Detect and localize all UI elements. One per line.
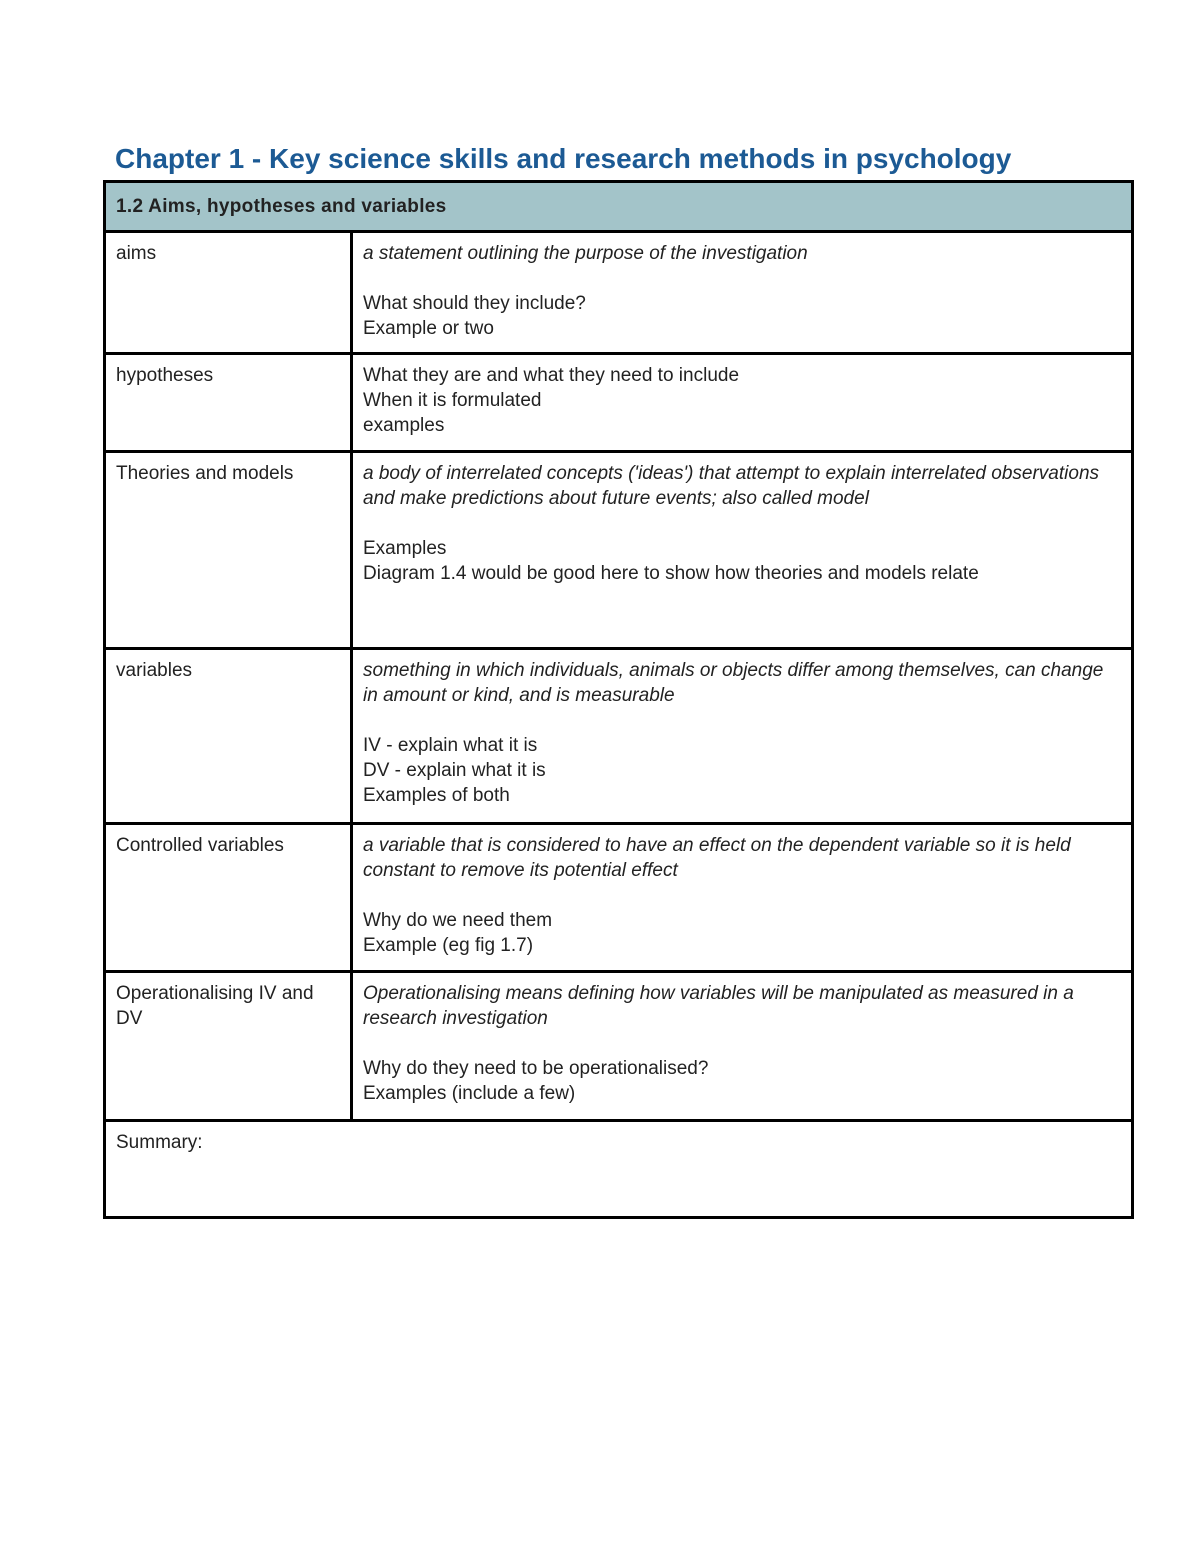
description-cell [352, 824, 1133, 972]
summary-label: Summary: [105, 1121, 1133, 1218]
note-line: DV - explain what it is [363, 760, 546, 781]
table-row [105, 824, 1133, 972]
note-line: examples [363, 415, 445, 436]
note-line: Why do they need to be operationalised? [363, 1058, 709, 1079]
description-cell [352, 452, 1133, 649]
note-line: Example or two [363, 318, 494, 339]
note-line: IV - explain what it is [363, 735, 538, 756]
note-line: Example (eg fig 1.7) [363, 935, 534, 956]
definition-text: a body of interrelated concepts ('ideas') that attempt to explain interrelated observations and make predictions about future events; also called model [363, 463, 1100, 509]
description-cell [352, 232, 1133, 354]
table-row [105, 354, 1133, 452]
note-line: When it is formulated [363, 390, 542, 411]
definition-text: Operationalising means defining how variables will be manipulated as measured in a research investigation [363, 983, 1074, 1029]
note-line: Examples of both [363, 785, 510, 806]
term-cell: Theories and models [105, 452, 352, 649]
term-cell: aims [105, 232, 352, 354]
description-cell [352, 354, 1133, 452]
section-heading: 1.2 Aims, hypotheses and variables [105, 182, 1133, 232]
table-row [105, 649, 1133, 824]
description-cell [352, 972, 1133, 1121]
term-cell: Operationalising IV and DV [105, 972, 352, 1121]
term-cell: Controlled variables [105, 824, 352, 972]
notes-table [103, 180, 1134, 1219]
table-row [105, 232, 1133, 354]
note-line: Examples [363, 538, 447, 559]
note-line: What should they include? [363, 293, 586, 314]
page-title: Chapter 1 - Key science skills and research methods in psychology [115, 143, 1012, 174]
note-line: What they are and what they need to include [363, 365, 740, 386]
definition-text: something in which individuals, animals or objects differ among themselves, can change in amount or kind, and is measurable [363, 660, 1104, 706]
description-cell [352, 649, 1133, 824]
definition-text: a statement outlining the purpose of the investigation [363, 243, 808, 264]
summary-row [105, 1121, 1133, 1218]
term-cell: hypotheses [105, 354, 352, 452]
section-header-row [105, 182, 1133, 232]
note-line: Examples (include a few) [363, 1083, 576, 1104]
table-row [105, 452, 1133, 649]
table-row [105, 972, 1133, 1121]
definition-text: a variable that is considered to have an effect on the dependent variable so it is held constant to remove its potential effect [363, 835, 1071, 881]
note-line: Diagram 1.4 would be good here to show how theories and models relate [363, 563, 979, 584]
term-cell: variables [105, 649, 352, 824]
note-line: Why do we need them [363, 910, 553, 931]
